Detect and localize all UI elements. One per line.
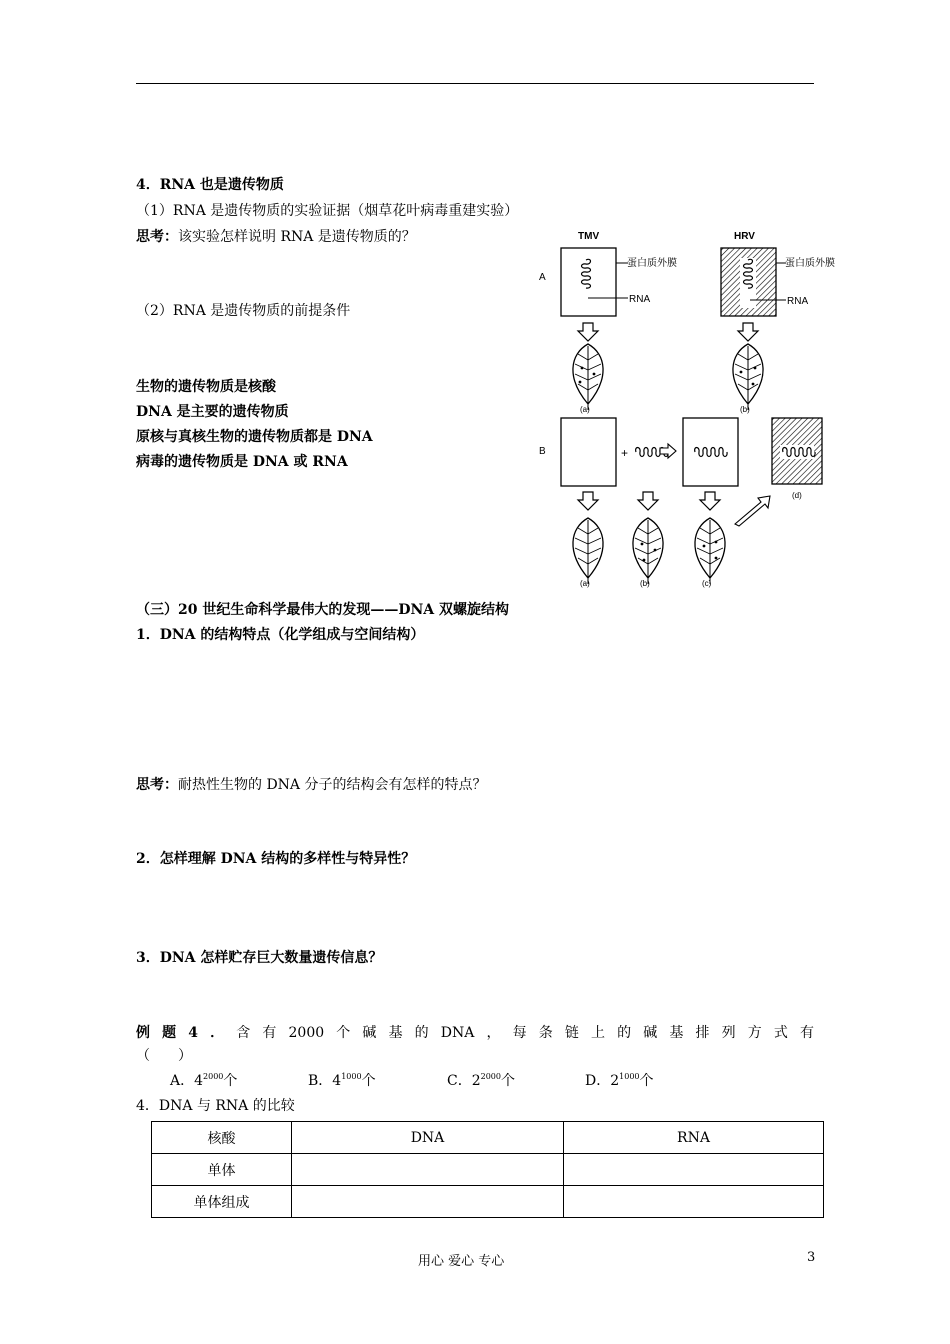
plus-sign: + xyxy=(621,446,629,460)
leaf-b-top xyxy=(733,344,763,410)
arrow-down-icon xyxy=(738,323,758,341)
conclusion-line: DNA 是主要的遗传物质 xyxy=(136,404,289,420)
leaf-label: (a) xyxy=(580,579,590,588)
arrow-down-icon xyxy=(638,492,658,510)
table-header-row xyxy=(152,1122,824,1154)
option-exponent: 1000 xyxy=(619,1072,640,1081)
table-cell[interactable] xyxy=(292,1154,564,1186)
option-label: B．4 xyxy=(308,1073,342,1089)
arrow-down-icon xyxy=(700,492,720,510)
question-2: 2．怎样理解 DNA 结构的多样性与特异性？ xyxy=(136,851,416,867)
example-char: 的 xyxy=(617,1025,632,1041)
table-cell[interactable] xyxy=(564,1186,824,1218)
table-header-cell: DNA xyxy=(292,1122,564,1154)
subsection-1: （1）RNA 是遗传物质的实验证据（烟草花叶病毒重建实验） xyxy=(136,203,519,219)
label-d: (d) xyxy=(792,491,802,500)
example-char: 题 xyxy=(162,1025,177,1041)
example-char: 有 xyxy=(799,1025,814,1041)
think-text: 耐热性生物的 DNA 分子的结构会有怎样的特点？ xyxy=(178,777,487,793)
leaf-a-bottom xyxy=(573,518,603,584)
option-suffix: 个 xyxy=(223,1073,238,1089)
table-header-cell: RNA xyxy=(564,1122,824,1154)
leaf-label: (b) xyxy=(640,579,650,588)
example-char: 碱 xyxy=(643,1025,658,1041)
option-exponent: 1000 xyxy=(341,1072,362,1081)
arrow-down-icon xyxy=(578,492,598,510)
option-exponent: 2000 xyxy=(203,1072,224,1081)
arrow-down-icon xyxy=(578,323,598,341)
option-suffix: 个 xyxy=(500,1073,515,1089)
table-row-label: 单体组成 xyxy=(152,1186,292,1218)
leaf-label: (a) xyxy=(580,405,590,414)
leaf-b-bottom xyxy=(633,518,663,584)
label-protein-coat: 蛋白质外膜 xyxy=(627,258,677,269)
example-4-question xyxy=(136,1024,814,1042)
option-a[interactable] xyxy=(170,1072,237,1090)
example-char: 2000 xyxy=(288,1025,325,1041)
label-a: A xyxy=(539,272,546,283)
section-4-heading: 4．RNA 也是遗传物质 xyxy=(136,177,284,193)
example-char: 每 xyxy=(512,1025,527,1041)
option-label: A．4 xyxy=(170,1073,204,1089)
think-question-1 xyxy=(136,228,416,246)
option-d[interactable] xyxy=(585,1072,654,1090)
example-char: 排 xyxy=(695,1025,710,1041)
table-row xyxy=(152,1154,824,1186)
label-rna: RNA xyxy=(629,294,651,305)
leaf-a-top xyxy=(573,344,603,410)
label-protein-coat: 蛋白质外膜 xyxy=(785,258,835,269)
conclusion-line: 原核与真核生物的遗传物质都是 DNA xyxy=(136,429,373,445)
leaf-label: (b) xyxy=(740,405,750,414)
subsection-2: （2）RNA 是遗传物质的前提条件 xyxy=(136,303,351,319)
example-char: 链 xyxy=(564,1025,579,1041)
option-suffix: 个 xyxy=(639,1073,654,1089)
dna-rna-comparison-table xyxy=(151,1121,824,1218)
table-cell[interactable] xyxy=(564,1154,824,1186)
example-char: 基 xyxy=(669,1025,684,1041)
tmv-hrv-experiment-figure xyxy=(528,228,844,598)
label-tmv: TMV xyxy=(578,231,600,242)
table-row xyxy=(152,1186,824,1218)
leaf-c-bottom xyxy=(695,518,725,584)
question-3: 3．DNA 怎样贮存巨大数量遗传信息？ xyxy=(136,950,383,966)
example-char: 的 xyxy=(414,1025,429,1041)
option-b[interactable] xyxy=(308,1072,376,1090)
question-1: 1．DNA 的结构特点（化学组成与空间结构） xyxy=(136,627,425,643)
example-char: 条 xyxy=(538,1025,553,1041)
example-char: 4 xyxy=(188,1025,198,1041)
conclusion-line: 病毒的遗传物质是 DNA 或 RNA xyxy=(136,454,348,470)
example-char: 碱 xyxy=(362,1025,377,1041)
example-char: 有 xyxy=(262,1025,277,1041)
empty-protein-box xyxy=(561,418,616,486)
tmv-virus-box xyxy=(561,248,616,316)
header-rule xyxy=(136,83,814,84)
option-label: D．2 xyxy=(585,1073,620,1089)
comparison-title: 4．DNA 与 RNA 的比较 xyxy=(136,1098,295,1114)
option-label: C．2 xyxy=(447,1073,481,1089)
example-char: 个 xyxy=(336,1025,351,1041)
answer-parentheses: （ ） xyxy=(136,1048,192,1064)
table-row-label: 单体 xyxy=(152,1154,292,1186)
leaf-label: (c) xyxy=(702,579,712,588)
example-char: 基 xyxy=(388,1025,403,1041)
table-cell[interactable] xyxy=(292,1186,564,1218)
think-label: 思考： xyxy=(136,777,178,793)
label-rna: RNA xyxy=(787,296,809,307)
conclusion-line: 生物的遗传物质是核酸 xyxy=(136,379,276,395)
example-char: 上 xyxy=(590,1025,605,1041)
option-suffix: 个 xyxy=(361,1073,376,1089)
example-char: DNA xyxy=(440,1025,475,1041)
label-hrv: HRV xyxy=(734,231,755,242)
think-question-2 xyxy=(136,776,486,794)
option-exponent: 2000 xyxy=(480,1072,501,1081)
example-char: ． xyxy=(210,1025,225,1041)
example-char: 列 xyxy=(721,1025,736,1041)
example-char: 式 xyxy=(773,1025,788,1041)
section-three-heading: （三）20 世纪生命科学最伟大的发现——DNA 双螺旋结构 xyxy=(136,602,510,618)
think-text: 该实验怎样说明 RNA 是遗传物质的？ xyxy=(178,229,416,245)
example-char: 方 xyxy=(747,1025,762,1041)
example-char: ， xyxy=(486,1025,501,1041)
label-b: B xyxy=(539,446,546,457)
footer-text: 用心 爱心 专心 xyxy=(418,1254,505,1269)
arrow-right-icon xyxy=(660,444,676,458)
option-c[interactable] xyxy=(447,1072,515,1090)
think-label: 思考： xyxy=(136,229,178,245)
diagonal-arrow-icon xyxy=(735,496,770,526)
example-char: 例 xyxy=(136,1025,150,1041)
page-number: 3 xyxy=(807,1250,816,1265)
table-header-cell: 核酸 xyxy=(152,1122,292,1154)
example-char: 含 xyxy=(236,1025,251,1041)
